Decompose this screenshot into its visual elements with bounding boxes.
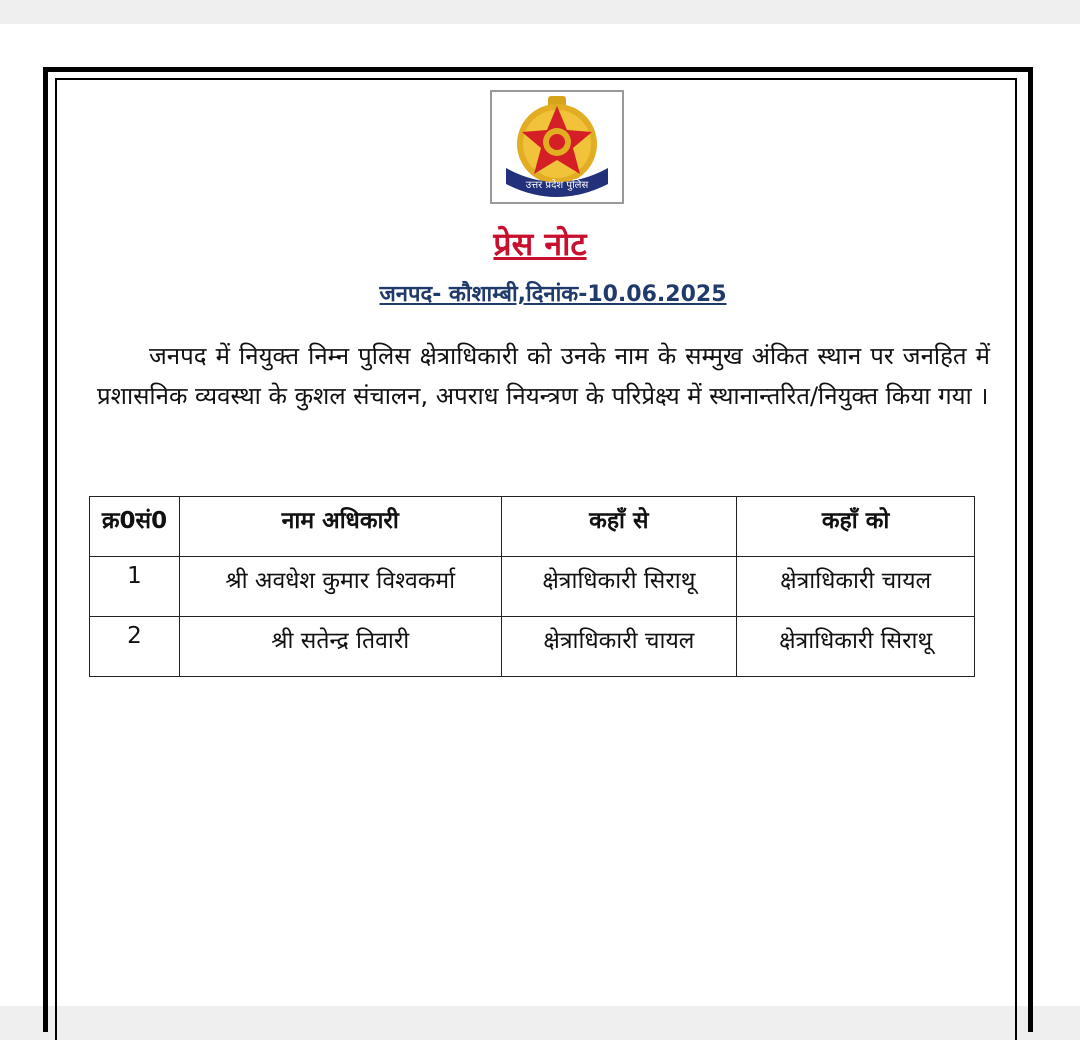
- press-note-paragraph: जनपद में नियुक्त निम्न पुलिस क्षेत्राधिकारी को उनके नाम के सम्मुख अंकित स्थान पर जनहित में प्रशासनिक व्यवस्था के कुशल संचालन, अपराध नियन्त्रण के परिप्रेक्ष्य में स्थानान्तरित/नियुक्त किया गया ।: [97, 342, 990, 410]
- table-row: [90, 617, 975, 677]
- cell-officer-name: श्री अवधेश कुमार विश्वकर्मा: [179, 557, 501, 617]
- header-from: कहाँ से: [501, 497, 737, 557]
- table-header-row: [90, 497, 975, 557]
- cell-officer-name: श्री सतेन्द्र तिवारी: [179, 617, 501, 677]
- cell-serial: 2: [90, 617, 180, 677]
- header-officer-name: नाम अधिकारी: [179, 497, 501, 557]
- emblem-icon: [492, 92, 622, 202]
- table-row: [90, 557, 975, 617]
- cell-serial: 1: [90, 557, 180, 617]
- district-date-subtitle: जनपद- कौशाम्बी,दिनांक-10.06.2025: [379, 282, 727, 307]
- up-police-emblem: [490, 90, 624, 204]
- emblem-ribbon-text: उत्तर प्रदेश पुलिस: [525, 180, 589, 191]
- cell-to: क्षेत्राधिकारी चायल: [737, 557, 975, 617]
- header-to: कहाँ को: [737, 497, 975, 557]
- cell-from: क्षेत्राधिकारी सिराथू: [501, 557, 737, 617]
- transfer-table: [89, 496, 975, 677]
- page-title: प्रेस नोट: [493, 225, 587, 263]
- header-serial: क्र0सं0: [90, 497, 180, 557]
- cell-from: क्षेत्राधिकारी चायल: [501, 617, 737, 677]
- cell-to: क्षेत्राधिकारी सिराथू: [737, 617, 975, 677]
